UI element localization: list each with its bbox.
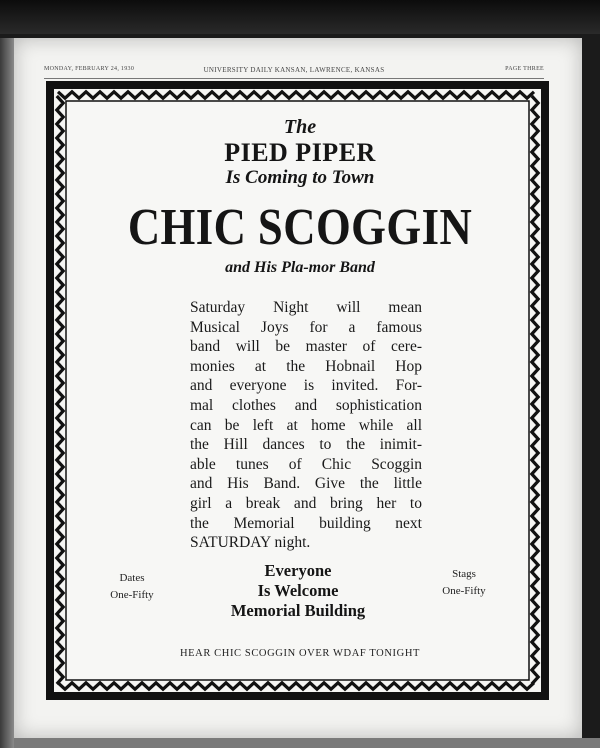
body-line: SATURDAY night. xyxy=(190,534,311,552)
body-line: able tunes of Chic Scoggin xyxy=(190,455,422,473)
bandleader-name: CHIC SCOGGIN xyxy=(127,199,473,256)
body-line: girl a break and bring her to xyxy=(190,494,422,512)
body-line: band will be master of cere- xyxy=(190,338,422,356)
dates-amount: One-Fifty xyxy=(110,589,154,601)
body-line: Musical Joys for a famous xyxy=(190,318,422,336)
body-line: and everyone is invited. For- xyxy=(190,377,422,395)
dates-price xyxy=(100,570,164,604)
headline: PIED PIPER xyxy=(224,138,376,167)
masthead-page: PAGE THREE xyxy=(505,66,544,72)
welcome-line: Everyone xyxy=(264,561,332,580)
stags-label: Stags xyxy=(452,568,476,580)
welcome-block xyxy=(200,561,396,621)
kicker: The xyxy=(283,116,317,138)
stags-amount: One-Fifty xyxy=(442,585,486,597)
welcome-line: Memorial Building xyxy=(230,601,366,620)
masthead-title: UNIVERSITY DAILY KANSAN, LAWRENCE, KANSAS xyxy=(203,66,385,74)
body-line: monies at the Hobnail Hop xyxy=(190,357,422,375)
body-copy xyxy=(190,298,422,553)
body-line: mal clothes and sophistication xyxy=(190,396,422,414)
body-line: the Memorial building next xyxy=(190,514,422,532)
body-line: the Hill dances to the inimit- xyxy=(190,436,422,454)
band-name: and His Pla-mor Band xyxy=(225,259,375,276)
dates-label: Dates xyxy=(119,572,145,584)
radio-notice: HEAR CHIC SCOGGIN OVER WDAF TONIGHT xyxy=(179,648,421,659)
masthead-date: MONDAY, FEBRUARY 24, 1930 xyxy=(44,66,135,72)
welcome-line: Is Welcome xyxy=(257,581,339,600)
body-line: Saturday Night will mean xyxy=(190,299,422,316)
subhead: Is Coming to Town xyxy=(225,167,375,188)
stags-price xyxy=(432,566,496,600)
body-line: and His Band. Give the little xyxy=(190,475,422,493)
body-line: can be left at home while all xyxy=(190,416,422,434)
